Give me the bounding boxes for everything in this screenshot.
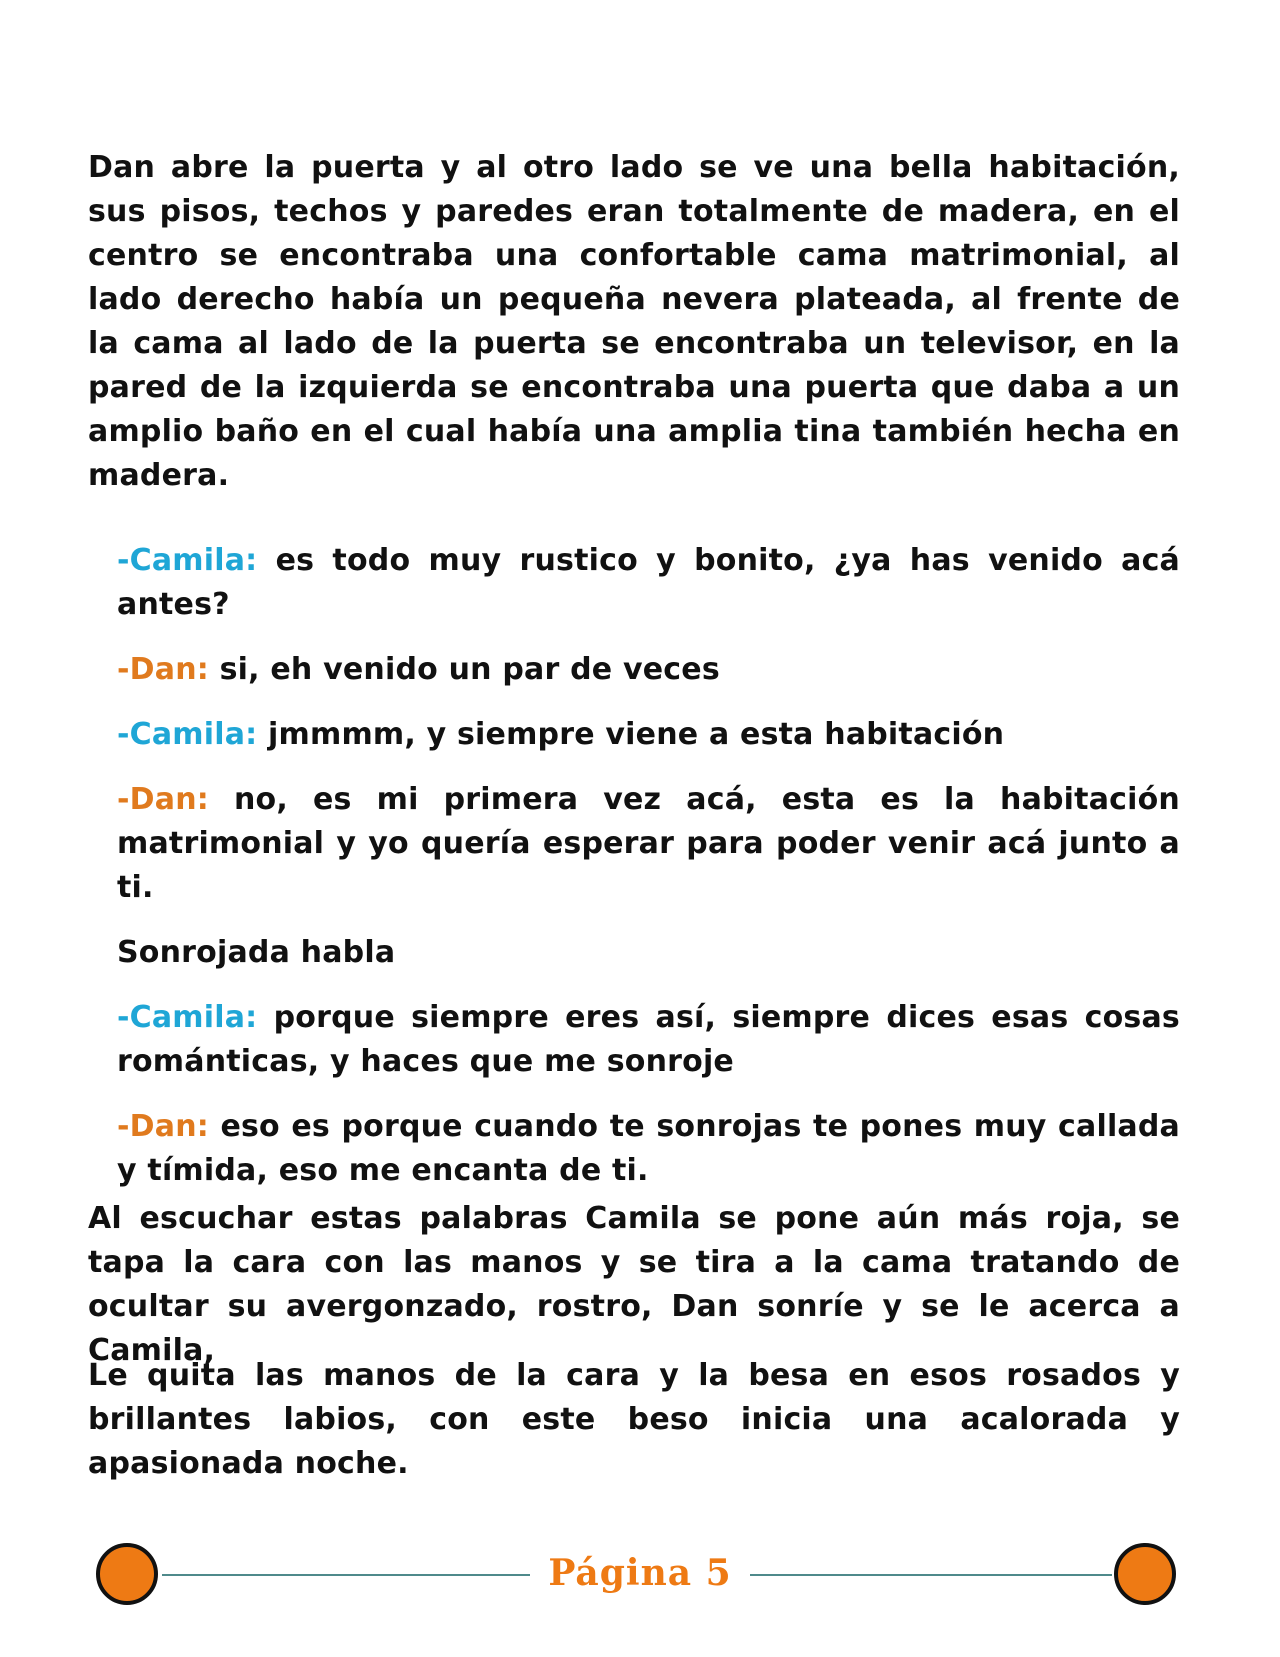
dialogue-text: porque siempre eres así, siempre dices esas cosas románticas, y haces que me sonroje bbox=[117, 1000, 1180, 1079]
speaker-dan: -Dan: bbox=[117, 782, 209, 817]
dialogue-line bbox=[117, 648, 1180, 692]
page-number: Página 5 bbox=[548, 1552, 732, 1594]
dialogue-text: eso es porque cuando te sonrojas te pones muy callada y tímida, eso me encanta de ti. bbox=[117, 1109, 1180, 1188]
dialogue-line bbox=[117, 713, 1180, 757]
dialogue-text: si, eh venido un par de veces bbox=[208, 652, 720, 687]
dialogue-text: es todo muy rustico y bonito, ¿ya has venido acá antes? bbox=[117, 543, 1180, 622]
footer-circle-left-icon bbox=[96, 1543, 158, 1605]
dialogue-line bbox=[117, 539, 1180, 627]
speaker-dan: -Dan: bbox=[117, 1109, 209, 1144]
narrative-paragraph-kiss: Le quita las manos de la cara y la besa en esos rosados y brillantes labios, con este beso inicia una acalorada y apasionada noche. bbox=[88, 1358, 1180, 1481]
dialogue-text: no, es mi primera vez acá, esta es la habitación matrimonial y yo quería esperar para poder venir acá junto a ti. bbox=[117, 782, 1180, 905]
narrative-paragraph-blush: Al escuchar estas palabras Camila se pone aún más roja, se tapa la cara con las manos y se tira a la cama tratando de ocultar su avergonzado, rostro, Dan sonríe y se le acerca a Camila, bbox=[88, 1201, 1180, 1368]
footer-circle-right-icon bbox=[1114, 1543, 1176, 1605]
dialogue-line bbox=[117, 1105, 1180, 1193]
speaker-camila: -Camila: bbox=[117, 1000, 258, 1035]
footer-rule-left bbox=[162, 1574, 530, 1576]
narrative-paragraph-room: Dan abre la puerta y al otro lado se ve una bella habitación, sus pisos, techos y paredes eran totalmente de madera, en el centro se encontraba una confortable cama matrimonial, al lado derecho había un pequeña nevera plateada, al frente de la cama al lado de la puerta se encontraba un televisor, en la pared de la izquierda se encontraba una puerta que daba a un amplio baño en el cual había una amplia tina también hecha en madera. bbox=[88, 150, 1180, 493]
footer-rule-right bbox=[750, 1574, 1112, 1576]
page-footer bbox=[0, 1543, 1280, 1623]
stage-direction-text: Sonrojada habla bbox=[117, 935, 396, 970]
dialogue-block bbox=[117, 539, 1180, 1214]
speaker-dan: -Dan: bbox=[117, 652, 209, 687]
dialogue-text: jmmmm, y siempre viene a esta habitación bbox=[257, 717, 1005, 752]
stage-direction bbox=[117, 931, 1180, 975]
dialogue-line bbox=[117, 778, 1180, 910]
dialogue-line bbox=[117, 996, 1180, 1084]
speaker-camila: -Camila: bbox=[117, 717, 258, 752]
speaker-camila: -Camila: bbox=[117, 543, 258, 578]
